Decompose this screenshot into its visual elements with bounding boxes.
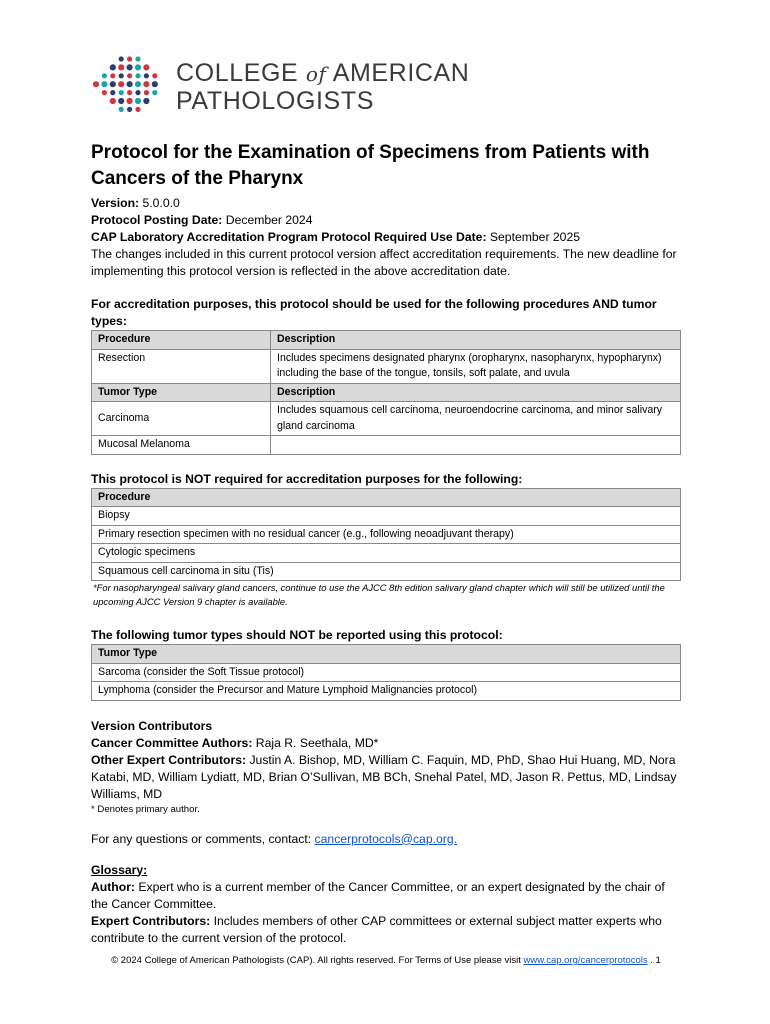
table-row — [92, 562, 681, 581]
not-reported-header: Tumor Type — [92, 645, 681, 664]
nasopharyngeal-note: *For nasopharyngeal salivary gland cancers, continue to use the AJCC 8th edition salivary gland chapter which will still be utilized until the upcoming AJCC Version 9 chapter is available. — [93, 582, 665, 607]
required-use-date-value: September 2025 — [489, 230, 581, 244]
contact-line — [91, 831, 681, 848]
glossary-expert — [91, 913, 681, 947]
table-row — [92, 383, 681, 402]
description-header: Description — [271, 331, 681, 350]
cap-logo — [92, 54, 492, 116]
procedure-description-cell: Includes specimens designated pharynx (oropharynx, nasopharynx, hypopharynx) including the base of the tongue, tonsils, soft palate, and uvula — [271, 349, 681, 383]
footer-terms-link[interactable]: www.cap.org/cancerprotocols — [523, 955, 648, 966]
version-label: Version: — [91, 196, 140, 210]
glossary-title — [91, 862, 681, 879]
contact-email-link[interactable]: cancerprotocols@cap.org. — [314, 831, 457, 846]
document-body — [91, 140, 681, 947]
primary-author-footnote: * Denotes primary author. — [91, 803, 200, 815]
authors-line — [91, 735, 681, 752]
not-reported-cell: Lymphoma (consider the Precursor and Mature Lymphoid Malignancies protocol) — [92, 682, 681, 701]
page-footer — [91, 954, 681, 968]
glossary-expert-text: Includes members of other CAP committees or external subject matter experts who contribute to the current version of the protocol. — [91, 913, 662, 945]
glossary-author-label: Author: — [91, 879, 135, 894]
tumor-type-cell: Carcinoma — [92, 402, 271, 436]
table-row — [92, 331, 681, 350]
logo-line-2: PATHOLOGISTS — [176, 87, 374, 115]
tumor-description-cell: Includes squamous cell carcinoma, neuroendocrine carcinoma, and minor salivary gland carcinoma — [271, 402, 681, 436]
table-row — [92, 436, 681, 455]
tumor-description-header: Description — [271, 383, 681, 402]
glossary-title-text: Glossary: — [91, 862, 148, 877]
not-required-cell: Biopsy — [92, 507, 681, 526]
procedure-cell: Resection — [92, 349, 271, 383]
page-title: Protocol for the Examination of Specimens from Patients with Cancers of the Pharynx — [91, 142, 650, 189]
table-row — [92, 663, 681, 682]
table-row — [92, 507, 681, 526]
required-use-date-label: CAP Laboratory Accreditation Program Protocol Required Use Date: — [91, 230, 487, 244]
table-row — [92, 488, 681, 507]
not-required-header: Procedure — [92, 488, 681, 507]
posting-date-value: December 2024 — [225, 213, 313, 227]
tumor-type-header: Tumor Type — [92, 383, 271, 402]
not-required-cell: Cytologic specimens — [92, 544, 681, 563]
table-row — [92, 682, 681, 701]
glossary-expert-label: Expert Contributors: — [91, 913, 211, 928]
other-contributors-value: Justin A. Bishop, MD, William C. Faquin, MD, PhD, Shao Hui Huang, MD, Nora Katabi, MD, William Lydiatt, MD, Brian O’Sullivan, MB BCh, Snehal Patel, MD, Jason R. Pettus, MD, Lindsay Williams, MD — [91, 752, 677, 801]
other-contributors-label: Other Expert Contributors: — [91, 752, 247, 767]
tumor-type-cell: Mucosal Melanoma — [92, 436, 271, 455]
not-required-cell: Primary resection specimen with no residual cancer (e.g., following neoadjuvant therapy) — [92, 525, 681, 544]
accreditation-heading: For accreditation purposes, this protocol should be used for the following procedures AND tumor types: — [91, 297, 657, 328]
contributors-heading: Version Contributors — [91, 718, 213, 733]
glossary-author — [91, 879, 681, 913]
version-line — [91, 195, 681, 212]
not-reported-table — [91, 644, 681, 701]
not-required-cell: Squamous cell carcinoma in situ (Tis) — [92, 562, 681, 581]
footer-copyright: © 2024 College of American Pathologists (CAP). All rights reserved. For Terms of Use please visit — [111, 955, 521, 966]
logo-word-of: of — [305, 62, 327, 86]
not-required-table — [91, 488, 681, 582]
glossary-author-text: Expert who is a current member of the Cancer Committee, or an expert designated by the chair of the Cancer Committee. — [91, 879, 665, 911]
table-row — [92, 525, 681, 544]
authors-value: Raja R. Seethala, MD* — [255, 735, 379, 750]
accreditation-table — [91, 330, 681, 455]
not-required-heading: This protocol is NOT required for accreditation purposes for the following: — [91, 471, 523, 486]
table-row — [92, 544, 681, 563]
required-use-date-line — [91, 229, 681, 246]
version-value: 5.0.0.0 — [142, 196, 180, 210]
tumor-description-cell — [271, 436, 681, 455]
changes-notice: The changes included in this current protocol version affect accreditation requirements. The new deadline for implementing this protocol version is reflected in the above accreditation date. — [91, 247, 677, 278]
logo-line-1 — [176, 59, 469, 88]
table-row — [92, 645, 681, 664]
procedure-header: Procedure — [92, 331, 271, 350]
not-reported-heading: The following tumor types should NOT be reported using this protocol: — [91, 628, 503, 642]
posting-date-label: Protocol Posting Date: — [91, 213, 223, 227]
posting-date-line — [91, 212, 681, 229]
not-reported-cell: Sarcoma (consider the Soft Tissue protocol) — [92, 663, 681, 682]
other-contributors-line — [91, 752, 681, 803]
logo-word-american: AMERICAN — [332, 59, 470, 87]
contact-text: For any questions or comments, contact: — [91, 831, 312, 846]
cap-dot-mark-icon — [92, 54, 162, 116]
authors-label: Cancer Committee Authors: — [91, 735, 253, 750]
table-row — [92, 349, 681, 383]
logo-word-college: COLLEGE — [176, 59, 299, 87]
table-row — [92, 402, 681, 436]
page-number: . 1 — [650, 955, 661, 966]
